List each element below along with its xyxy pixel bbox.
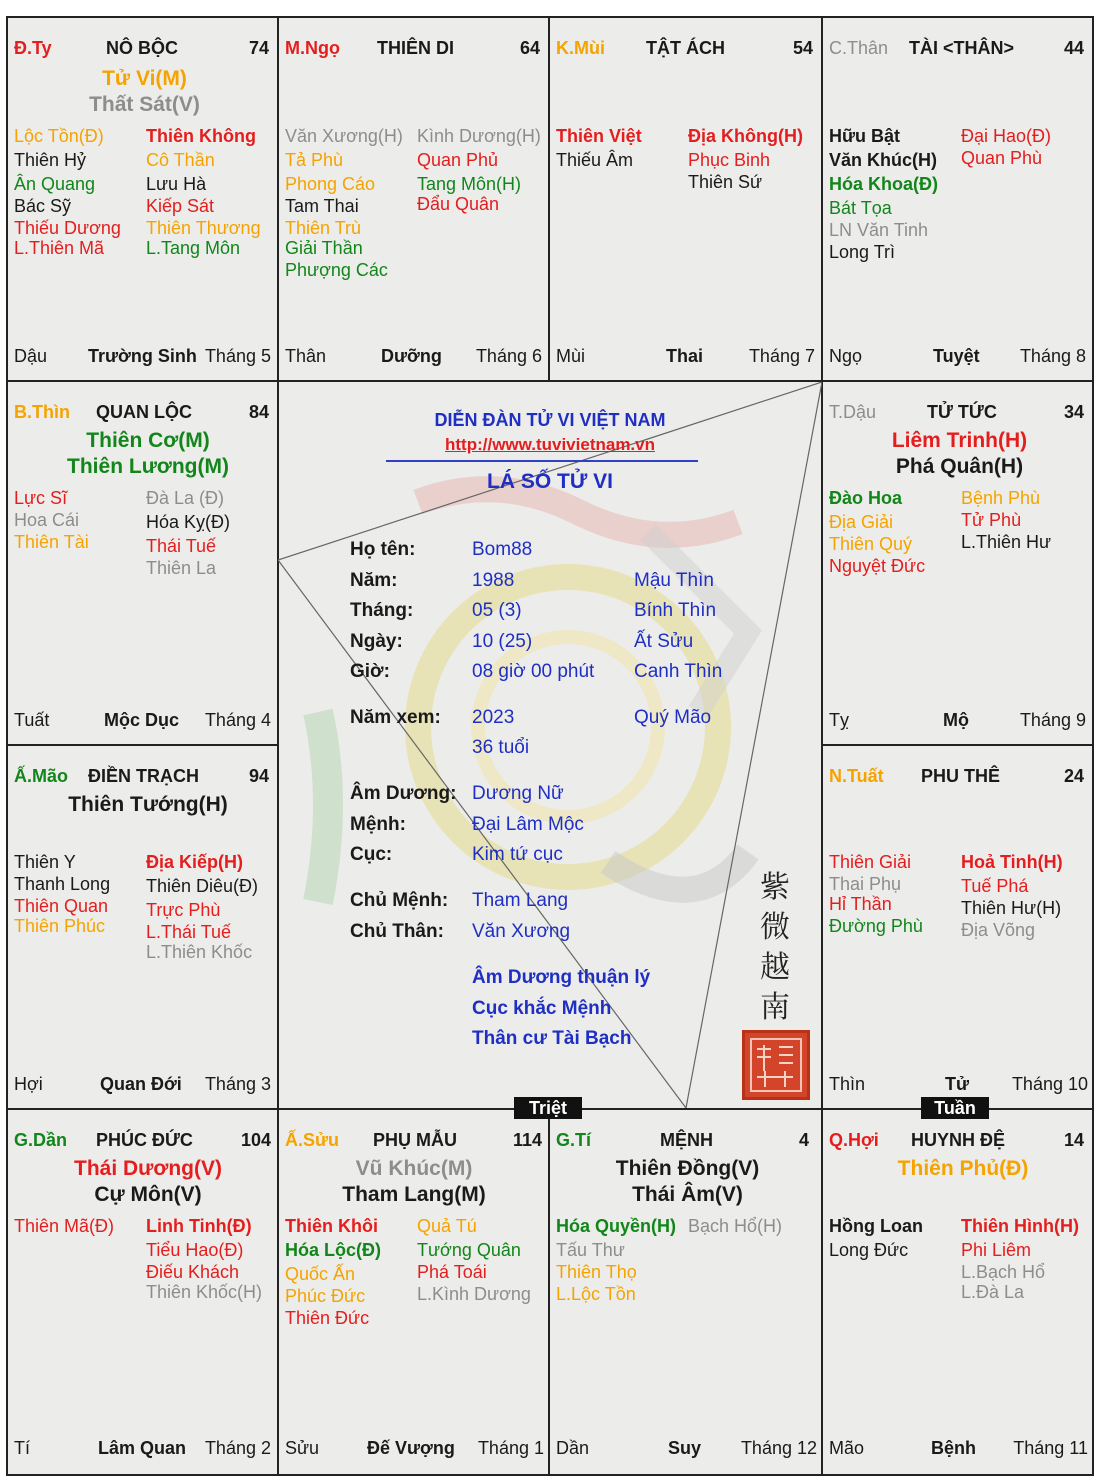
minor-star: Thiên Giải: [829, 852, 912, 872]
minor-star: Thiên Việt: [556, 126, 642, 146]
minor-star: Ân Quang: [14, 174, 96, 194]
minor-star: Thiên Hình(H): [961, 1216, 1079, 1236]
life-stage: Thai: [666, 346, 704, 366]
palace-number: 14: [1063, 1130, 1084, 1150]
palace-mao: [821, 1108, 1094, 1476]
value-view-year: 2023: [472, 707, 515, 728]
palace-number: 34: [1063, 402, 1084, 422]
minor-star: Phá Toái: [417, 1262, 487, 1282]
minor-star: Quan Phù: [961, 148, 1043, 168]
label-name: Họ tên:: [350, 539, 416, 560]
minor-star: L.Bạch Hổ: [961, 1262, 1046, 1282]
label-day: Ngày:: [350, 631, 403, 652]
palace-ty: [821, 380, 1094, 746]
minor-star: Thiên Sứ: [688, 172, 763, 192]
major-star: Cự Môn(V): [94, 1183, 202, 1206]
minor-star: Tiểu Hao(Đ): [146, 1240, 244, 1260]
label-hour: Giờ:: [350, 661, 390, 682]
value-menh: Đại Lâm Mộc: [472, 814, 584, 835]
chart-heading: LÁ SỐ TỬ VI: [487, 470, 613, 493]
minor-star: Đường Phù: [829, 916, 923, 936]
palace-name: TÀI <THÂN>: [909, 38, 1015, 58]
life-stage: Trường Sinh: [88, 346, 197, 366]
branch-label: Mùi: [556, 346, 586, 366]
minor-star: Phi Liêm: [961, 1240, 1032, 1260]
branch-label: Sửu: [285, 1438, 320, 1458]
palace-suu: [277, 1108, 550, 1476]
life-stage: Dưỡng: [381, 346, 442, 366]
value-year: 1988: [472, 570, 515, 591]
minor-star: L.Thiên Hư: [961, 532, 1052, 552]
major-star: Tử Vi(M): [102, 67, 187, 90]
minor-star: Tướng Quân: [417, 1240, 521, 1260]
month-label: Tháng 9: [1019, 710, 1086, 730]
branch-label: Dần: [556, 1438, 590, 1458]
minor-star: Bác Sỹ: [14, 196, 72, 216]
branch-label: Ngọ: [829, 346, 863, 366]
minor-star: Hóa Lộc(Đ): [285, 1240, 381, 1260]
minor-star: Kình Dương(H): [417, 126, 541, 146]
can-chi: G.Tí: [556, 1130, 591, 1150]
minor-star: Hồng Loan: [829, 1216, 923, 1236]
month-label: Tháng 6: [475, 346, 542, 366]
minor-star: Địa Kiếp(H): [146, 852, 244, 872]
can-chi: Q.Hợi: [829, 1130, 879, 1150]
minor-star: Văn Xương(H): [285, 126, 403, 146]
minor-star: LN Văn Tinh: [829, 220, 929, 240]
month-label: Tháng 5: [204, 346, 271, 366]
red-seal-stamp: [742, 1030, 810, 1100]
minor-star: Tấu Thư: [556, 1240, 625, 1260]
branch-label: Thìn: [829, 1074, 866, 1094]
label-menh: Mệnh:: [350, 814, 406, 835]
palace-number: 104: [240, 1130, 271, 1150]
life-stage: Bệnh: [931, 1438, 976, 1458]
minor-star: Thiên La: [146, 558, 217, 578]
branch-label: Tỵ: [829, 710, 849, 730]
value-chu-menh: Tham Lang: [472, 890, 569, 911]
minor-star: Thiên Thọ: [556, 1262, 637, 1282]
minor-star: Địa Võng: [961, 920, 1036, 940]
minor-star: Trực Phù: [146, 900, 221, 920]
minor-star: Hóa Khoa(Đ): [829, 174, 938, 194]
life-stage: Mộ: [943, 710, 969, 730]
minor-star: L.Thái Tuế: [146, 922, 232, 942]
palace-name: HUYNH ĐỆ: [911, 1130, 1006, 1150]
minor-star: Thiên Khốc(H): [146, 1282, 263, 1302]
minor-star: Đà La (Đ): [146, 488, 225, 508]
life-stage: Suy: [668, 1438, 702, 1458]
minor-star: Tử Phù: [961, 510, 1022, 530]
month-label: Tháng 2: [204, 1438, 271, 1458]
note-line: Âm Dương thuận lý: [472, 967, 651, 988]
value-view-year-canchi: Quý Mão: [634, 707, 712, 728]
branch-label: Hợi: [14, 1074, 43, 1094]
palace-number: 4: [798, 1130, 809, 1150]
minor-star: Hóa Quyền(H): [556, 1216, 677, 1236]
minor-star: Thiếu Dương: [14, 218, 121, 238]
minor-star: Đẩu Quân: [417, 194, 500, 214]
branch-label: Thân: [285, 346, 327, 366]
minor-star: Tang Môn(H): [417, 174, 522, 194]
major-star: Thiên Đồng(V): [615, 1157, 760, 1180]
palace-number: 114: [512, 1130, 542, 1150]
calligraphy-char: 越: [760, 950, 790, 985]
minor-star: Thiếu Âm: [556, 150, 634, 170]
can-chi: G.Dần: [14, 1130, 68, 1150]
palace-thin: [821, 744, 1094, 1110]
value-am-duong: Dương Nữ: [472, 783, 564, 804]
can-chi: Ấ.Sửu: [285, 1130, 340, 1150]
minor-star: Phục Binh: [688, 150, 771, 170]
major-star: Liêm Trinh(H): [891, 429, 1028, 452]
minor-star: Kiếp Sát: [146, 196, 215, 216]
life-stage: Lâm Quan: [98, 1438, 187, 1458]
palace-name: PHỤ MẪU: [373, 1130, 457, 1150]
month-label: Tháng 10: [1011, 1074, 1088, 1094]
minor-star: Quốc Ấn: [285, 1264, 356, 1284]
minor-star: Thiên Tài: [14, 532, 89, 552]
value-name: Bom88: [472, 539, 533, 560]
minor-star: Địa Giải: [829, 512, 894, 532]
can-chi: C.Thân: [829, 38, 889, 58]
palace-number: 84: [248, 402, 269, 422]
minor-star: Long Trì: [829, 242, 896, 262]
calligraphy-char: 南: [760, 990, 790, 1025]
calligraphy-char: 紫: [760, 870, 790, 905]
major-star: Thiên Cơ(M): [86, 429, 210, 452]
minor-star: Thiên Y: [14, 852, 76, 872]
palace-name: THIÊN DI: [377, 38, 455, 58]
palace-mui: [548, 16, 823, 382]
minor-star: Điếu Khách: [146, 1262, 240, 1282]
life-stage: Đế Vượng: [367, 1438, 455, 1458]
minor-star: L.Tang Môn: [146, 238, 241, 258]
palace-name: TẬT ÁCH: [646, 38, 725, 58]
palace-number: 94: [248, 766, 269, 786]
value-day: 10 (25): [472, 631, 533, 652]
minor-star: Phong Cáo: [285, 174, 376, 194]
label-chu-than: Chủ Thân:: [350, 921, 444, 942]
label-year: Năm:: [350, 570, 398, 591]
palace-tuat: [6, 380, 279, 746]
life-stage: Mộc Dục: [104, 710, 180, 730]
minor-star: Lộc Tồn(Đ): [14, 126, 104, 146]
label-month: Tháng:: [350, 600, 414, 621]
minor-star: Thiên Thương: [146, 218, 261, 238]
forum-link[interactable]: http://www.tuvivietnam.vn: [445, 435, 655, 454]
life-stage: Quan Đới: [100, 1074, 182, 1094]
branch-label: Tí: [14, 1438, 30, 1458]
minor-star: Thiên Phúc: [14, 916, 106, 936]
can-chi: N.Tuất: [829, 766, 884, 786]
minor-star: Đào Hoa: [829, 488, 903, 508]
major-star: Vũ Khúc(M): [355, 1157, 473, 1180]
value-hour-canchi: Canh Thìn: [634, 661, 723, 682]
minor-star: Văn Khúc(H): [829, 150, 937, 170]
minor-star: Thiên Không: [146, 126, 256, 146]
minor-star: Tam Thai: [285, 196, 359, 216]
minor-star: Tuế Phá: [961, 876, 1029, 896]
center-panel: [278, 382, 822, 1108]
label-chu-menh: Chủ Mệnh:: [350, 890, 449, 911]
minor-star: L.Kình Dương: [417, 1284, 531, 1304]
minor-star: Đại Hao(Đ): [961, 126, 1052, 146]
tuan-badge: Tuần: [921, 1097, 989, 1119]
minor-star: Hoả Tinh(H): [961, 852, 1063, 872]
palace-than: [277, 16, 550, 382]
branch-label: Tuất: [14, 710, 50, 730]
palace-number: 74: [248, 38, 269, 58]
month-label: Tháng 12: [740, 1438, 817, 1458]
major-star: Thái Âm(V): [632, 1183, 743, 1206]
minor-star: Thiên Quý: [829, 534, 913, 554]
minor-star: Thiên Đức: [285, 1308, 370, 1328]
major-star: Thiên Phủ(Đ): [897, 1157, 1029, 1180]
month-label: Tháng 1: [477, 1438, 544, 1458]
palace-ngo: [821, 16, 1094, 382]
can-chi: B.Thìn: [14, 402, 70, 422]
palace-number: 24: [1063, 766, 1084, 786]
minor-star: Linh Tinh(Đ): [146, 1216, 252, 1236]
value-month: 05 (3): [472, 600, 522, 621]
minor-star: Hoa Cái: [14, 510, 80, 530]
palace-ti: [6, 1108, 279, 1476]
minor-star: Hóa Kỵ(Đ): [146, 512, 231, 532]
minor-star: Quả Tú: [417, 1216, 477, 1236]
palace-name: ĐIỀN TRẠCH: [88, 766, 199, 786]
value-chu-than: Văn Xương: [472, 921, 571, 942]
minor-star: Thiên Hỷ: [14, 150, 87, 170]
minor-star: Lưu Hà: [146, 174, 207, 194]
major-star: Tham Lang(M): [342, 1183, 486, 1206]
branch-label: Mão: [829, 1438, 865, 1458]
value-year-canchi: Mậu Thìn: [634, 570, 714, 591]
major-star: Thiên Lương(M): [67, 455, 229, 478]
minor-star: Hữu Bật: [829, 126, 901, 146]
minor-star: Phượng Các: [285, 260, 388, 280]
palace-hoi: [6, 744, 279, 1110]
label-view-year: Năm xem:: [350, 707, 441, 728]
can-chi: K.Mùi: [556, 38, 605, 58]
minor-star: L.Thiên Khốc: [146, 942, 253, 962]
minor-star: L.Lộc Tồn: [556, 1284, 636, 1304]
value-day-canchi: Ất Sửu: [634, 631, 694, 652]
minor-star: Thiên Trù: [285, 218, 362, 238]
minor-star: Bạch Hổ(H): [688, 1216, 783, 1236]
minor-star: Hỉ Thần: [829, 894, 892, 914]
note-line: Thân cư Tài Bạch: [472, 1028, 632, 1049]
month-label: Tháng 3: [204, 1074, 271, 1094]
minor-star: Thai Phụ: [829, 874, 902, 894]
branch-label: Dậu: [14, 346, 48, 366]
label-cuc: Cục:: [350, 844, 393, 865]
calligraphy-char: 微: [760, 910, 790, 945]
palace-name: PHU THÊ: [921, 766, 1001, 786]
palace-number: 64: [519, 38, 540, 58]
minor-star: Bát Tọa: [829, 198, 892, 218]
major-star: Phá Quân(H): [895, 455, 1024, 478]
life-stage: Tuyệt: [933, 346, 980, 366]
major-star: Thiên Tướng(H): [68, 793, 228, 816]
palace-name: NÔ BỘC: [106, 38, 178, 58]
month-label: Tháng 4: [204, 710, 271, 730]
minor-star: Nguyệt Đức: [829, 556, 926, 576]
forum-title: DIỄN ĐÀN TỬ VI VIỆT NAM: [434, 410, 666, 430]
month-label: Tháng 11: [1013, 1438, 1088, 1458]
palace-number: 44: [1063, 38, 1084, 58]
minor-star: Tả Phù: [285, 150, 344, 170]
month-label: Tháng 7: [748, 346, 815, 366]
minor-star: Thiên Khôi: [285, 1216, 378, 1236]
palace-dau: [6, 16, 279, 382]
life-stage: Tử: [945, 1074, 970, 1094]
value-cuc: Kim tứ cục: [472, 844, 563, 865]
minor-star: Địa Không(H): [688, 126, 803, 146]
minor-star: L.Đà La: [961, 1282, 1025, 1302]
minor-star: Thiên Diêu(Đ): [146, 876, 259, 896]
minor-star: Cô Thần: [146, 150, 215, 170]
palace-number: 54: [792, 38, 813, 58]
can-chi: T.Dậu: [829, 402, 877, 422]
can-chi: Đ.Ty: [14, 38, 52, 58]
can-chi: Ấ.Mão: [14, 766, 68, 786]
triet-badge: Triệt: [514, 1097, 582, 1119]
value-age: 36 tuổi: [472, 737, 530, 758]
minor-star: Thanh Long: [14, 874, 111, 894]
palace-name: QUAN LỘC: [96, 402, 192, 422]
palace-name: PHÚC ĐỨC: [96, 1130, 193, 1150]
palace-name: MỆNH: [660, 1130, 713, 1150]
value-hour: 08 giờ 00 phút: [472, 661, 595, 682]
value-month-canchi: Bính Thìn: [634, 600, 717, 621]
minor-star: Thiên Hư(H): [961, 898, 1062, 918]
palace-dan: [548, 1108, 823, 1476]
minor-star: Thiên Mã(Đ): [14, 1216, 115, 1236]
minor-star: Thiên Quan: [14, 896, 109, 916]
month-label: Tháng 8: [1019, 346, 1086, 366]
note-line: Cục khắc Mệnh: [472, 998, 612, 1019]
minor-star: Bệnh Phù: [961, 488, 1041, 508]
minor-star: Lực Sĩ: [14, 488, 68, 508]
palace-name: TỬ TỨC: [927, 402, 997, 422]
major-star: Thất Sát(V): [89, 93, 200, 116]
major-star: Thái Dương(V): [74, 1157, 222, 1180]
label-am-duong: Âm Dương:: [350, 783, 457, 804]
minor-star: Quan Phủ: [417, 150, 499, 170]
minor-star: Giải Thần: [285, 238, 363, 258]
minor-star: Long Đức: [829, 1240, 909, 1260]
minor-star: Phúc Đức: [285, 1286, 366, 1306]
minor-star: Thái Tuế: [146, 536, 217, 556]
can-chi: M.Ngọ: [285, 38, 340, 58]
minor-star: L.Thiên Mã: [14, 238, 105, 258]
